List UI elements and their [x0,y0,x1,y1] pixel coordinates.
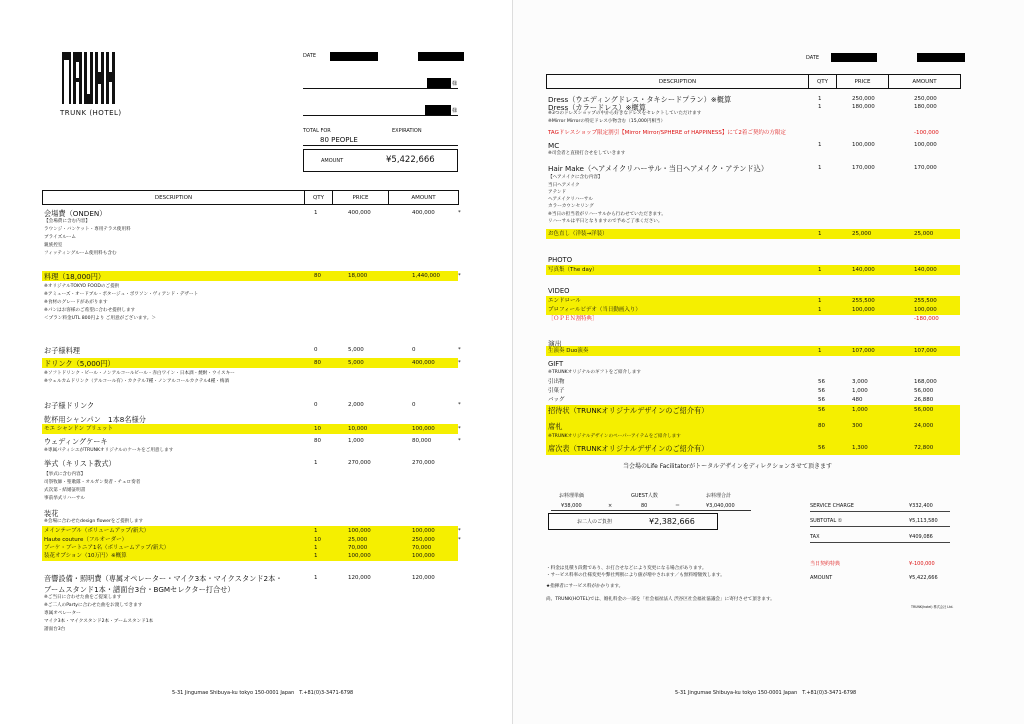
row-price: 140,000 [852,267,875,273]
row-description: 装花オプション（10万円）※概算 [44,553,127,559]
summary-value: ¥332,400 [909,503,933,509]
row-qty: 1 [314,528,318,534]
row-description: 料理（18,000円） [44,272,106,281]
table-row [42,573,458,583]
table-row [546,443,960,455]
row-amount: 100,000 [914,142,937,148]
date-label-right: DATE [806,55,820,61]
row-price: 1,000 [348,438,364,444]
row-price: 1,300 [852,445,868,451]
venue-note: 【会場費に含む内容】 [44,219,90,224]
row-price: 3,000 [852,379,868,385]
row-amount: 400,000 [412,360,435,366]
header-description: DESCRIPTION [547,75,809,89]
calc-value: 80 [641,503,648,509]
row-qty: 0 [314,402,318,408]
row-price: 255,500 [852,298,875,304]
row-qty: 1 [818,142,822,148]
row-qty: 80 [314,360,321,366]
brand-name: TRUNK (HOTEL) [60,109,122,117]
summary-divider [810,511,950,512]
row-marker: * [458,360,461,366]
row-price: 1,000 [852,388,868,394]
row-price: 100,000 [852,142,875,148]
kanpai-title: 乾杯用シャンパン 1本8名様分 [44,415,146,424]
row-description: お色直し（洋装→洋装） [548,231,608,237]
row-price: 270,000 [348,460,371,466]
header-price: PRICE [333,191,389,205]
header-amount: AMOUNT [889,75,961,89]
gift-note: ※TRUNKオリジナルのギフトをご紹介します [548,370,641,375]
table-row [42,208,461,218]
header-price: PRICE [837,75,889,89]
row-amount: 140,000 [914,267,937,273]
row-description: 写真集（The day） [548,267,598,273]
calc-label: GUEST人数 [631,493,658,499]
row-description: エンドロール [548,298,581,304]
table-row [42,271,461,281]
estimate-page-right [512,0,1024,724]
table-row [546,163,960,173]
row-amount: 100,000 [914,307,937,313]
sound-note: マイク3本・マイクスタンド2本・ブームスタンド1本 [44,619,154,624]
food-note: ※アミューズ・オードブル・ポタージュ・ポワソン・ヴィアンド・デザート [44,292,199,297]
row-amount: 170,000 [914,165,937,171]
row-amount: 56,000 [914,388,934,394]
row-description: Dress（カラードレス）※概算 [548,103,646,112]
summary-value: ¥-100,000 [909,561,935,567]
row-amount: 1,440,000 [412,273,440,279]
row-amount: 250,000 [412,537,435,543]
bottom-note: ・料金は見積り段階であり、お打合せなどにより変更になる場合があります。 [546,566,707,571]
row-amount: 56,000 [914,407,934,413]
row-description: TAGドレスショップ限定割引【Mirror Mirror/SPHERE of HAPPINESS】にて2着ご契約の方限定 [548,130,786,136]
header-amount: AMOUNT [389,191,459,205]
redacted-date [330,52,378,61]
row-description: ドリンク（5,000円） [44,359,115,368]
row-description: 引菓子 [548,388,565,394]
summary-value: ¥409,086 [909,534,933,540]
summary-divider [810,526,950,527]
hair-note: 【ヘアメイクに含む内容】 [548,175,603,180]
venue-note: ラウンジ・バンケット・専用テラス使用料 [44,227,131,232]
row-marker: * [458,273,461,279]
row-amount: 180,000 [914,104,937,110]
amount-box [303,149,458,172]
table-row [546,265,960,275]
row-description: Hair Make（ヘアメイクリハーサル・当日ヘアメイク・アテンド込） [548,164,769,173]
row-amount: 120,000 [412,575,435,581]
redacted-date-2 [418,52,464,61]
row-description: 引出物 [548,379,565,385]
row-price: 1,000 [852,407,868,413]
row-description: プロフィールビデオ（当日動画入り） [548,307,641,313]
row-qty: 1 [818,165,822,171]
row-qty: 56 [818,445,825,451]
bottom-note: ★指揮者にサービス料がかかります。 [546,584,624,589]
per-person-label: お二人のご負担 [577,519,613,525]
row-price: 25,000 [852,231,872,237]
gift-title: GIFT [548,360,564,368]
row-marker: * [458,537,461,543]
row-price: 480 [852,397,863,403]
ceremony-note: 司祭牧師・聖歌隊・オルガン奏者・チェロ奏者 [44,480,141,485]
header-qty: QTY [305,191,333,205]
redacted-date-right [831,53,877,62]
row-qty: 80 [314,273,321,279]
row-description: ［ＯＰＥＮ割特典］ [548,316,598,322]
sound-title-cont: ブームスタンド1本・譜面台3台・BGMセレクター打合せ） [44,585,235,594]
calc-value: × [608,503,613,509]
row-price: 18,000 [348,273,368,279]
row-amount: 270,000 [412,460,435,466]
row-amount: 168,000 [914,379,937,385]
flower-title: 装花 [44,509,59,518]
row-description: 招待状（TRUNKオリジナルデザインのご紹介有） [548,406,709,415]
row-amount: 107,000 [914,348,937,354]
table-row [42,458,458,468]
table-row [546,229,960,239]
row-qty: 1 [818,348,822,354]
row-amount: 0 [412,402,416,408]
items-header-right [546,74,961,89]
venue-note: ブライズルーム [44,235,76,240]
row-price: 400,000 [348,210,371,216]
row-qty: 56 [818,407,825,413]
row-qty: 10 [314,426,321,432]
table-row [546,346,960,356]
row-amount: 0 [412,347,416,353]
photo-title: PHOTO [548,256,573,264]
dress-note: ※Mirror Mirrorの特定ドレス小物含む（15,000円相当） [548,119,666,124]
summary-label: AMOUNT [810,575,833,581]
row-price: 100,000 [348,528,371,534]
flower-note: ※会場に合わせたdesign flowerをご提供します [44,519,144,524]
row-qty: 1 [314,553,318,559]
trunk-logo-icon [62,52,118,104]
row-price: 2,000 [348,402,364,408]
sound-note: 専属オペレーター [44,611,81,616]
sound-note: ※ご二人のPartyに合わせた曲をお渡しできます [44,603,143,608]
summary-label: SUBTOTAL ① [810,518,843,524]
table-row [546,405,960,421]
dress-note: ※3つのドレスショップの中から好きなドレスをセレクトしていただけます [548,111,702,116]
hair-note: アテンド [548,190,567,195]
row-qty: 1 [818,231,822,237]
ceremony-note: 【挙式に含む内容】 [44,472,86,477]
food-note: ※オリジナルTOKYO FOODのご提供 [44,284,120,289]
header-qty: QTY [809,75,837,89]
row-amount: 250,000 [914,96,937,102]
trunk-note: 尚、TRUNK(HOTEL)では、婚礼料金の一部を「社会福祉法人 渋谷区社会福祉協議会」に寄付させて頂きます。 [546,597,775,602]
row-description: お子様料理 [44,346,80,355]
summary-divider [810,542,950,543]
row-qty: 10 [314,537,321,543]
mc-note: ※司会者と直接打合せをしていきます [548,151,626,156]
calc-label: お料理単価 [559,493,585,499]
bottom-note: ・サービス料率の仕様変更や弊社判断により値が増やされます／も無料増額致します。 [546,573,725,578]
row-price: 25,000 [348,537,368,543]
row-amount: 70,000 [412,545,432,551]
footer-address: 5-31 Jingumae Shibuya-ku tokyo 150-0001 Japan T.+81(0)3-3471-6798 [172,690,354,696]
footer-address-right: 5-31 Jingumae Shibuya-ku tokyo 150-0001 Japan T.+81(0)3-3471-6798 [675,690,857,696]
row-qty: 1 [818,96,822,102]
row-qty: 1 [818,104,822,110]
drink-note: ※ウェルカムドリンク（アルコール有）・カクテル7種・ノンアルコールカクテル4種・梅酒 [44,379,230,384]
row-marker: * [458,210,461,216]
row-description: 挙式（キリスト教式） [44,459,116,468]
row-description: モエ シャンドン ブリュット [44,426,114,432]
ceremony-note: 式次第・結婚証明書 [44,488,86,493]
row-price: 100,000 [348,553,371,559]
row-price: 70,000 [348,545,368,551]
calc-value: ＝ [675,503,681,509]
honorific-2: 様 [452,108,458,114]
row-qty: 80 [314,438,321,444]
row-amount: 100,000 [412,553,435,559]
row-qty: 80 [818,423,825,429]
row-price: 180,000 [852,104,875,110]
venue-note: 親族控室 [44,243,63,248]
table-row [546,140,960,150]
row-amount: -180,000 [914,316,939,322]
row-description: お子様ドリンク [44,401,95,410]
row-description: 席札 [548,422,563,431]
total-for-label: TOTAL FOR [303,128,331,134]
amount-value: ¥5,422,666 [386,155,435,165]
food-note: ＜プラン料金UTL 800円より ご用意がございます。＞ [44,316,156,321]
row-price: 170,000 [852,165,875,171]
table-row [546,395,960,405]
row-qty: 1 [314,460,318,466]
table-row [42,551,458,561]
row-qty: 1 [818,267,822,273]
table-row [546,128,960,138]
row-description: Dress（ウエディングドレス・タキシードプラン）※概算 [548,95,732,104]
table-row [42,436,461,446]
row-marker: * [458,528,461,534]
table-row [42,358,461,368]
row-amount: 24,000 [914,423,934,429]
row-description: 生演奏 Duo演奏 [548,348,589,354]
calc-label: お料理合計 [706,493,732,499]
calc-value: ¥3,040,000 [706,503,735,509]
table-row [42,424,461,434]
row-amount: -100,000 [914,130,939,136]
row-qty: 56 [818,397,825,403]
row-qty: 0 [314,347,318,353]
table-row [42,345,461,355]
honorific: 様 [452,81,458,87]
row-qty: 1 [818,307,822,313]
row-amount: 100,000 [412,528,435,534]
row-qty: 1 [314,545,318,551]
sound-note: ※ご当日に合わせた曲をご提案します [44,595,122,600]
table-row [546,314,960,324]
summary-label: 当日契約特典 [810,561,841,567]
row-marker: * [458,426,461,432]
row-price: 5,000 [348,347,364,353]
row-description: Haute couture（フルオーダー） [44,537,128,543]
per-person-value: ¥2,382,666 [649,517,695,526]
ceremony-note: 事前挙式リハーサル [44,496,85,501]
hair-note: カラーカウンセリング [548,204,594,209]
row-price: 5,000 [348,360,364,366]
date-label: DATE [303,53,317,59]
row-description: バッグ [548,397,565,403]
ensyutsu-title: 演出 [548,340,562,348]
row-price: 300 [852,423,863,429]
row-description: 音響設備・照明費（専属オペレーター・マイク3本・マイクスタンド2本・ [44,574,283,583]
drink-note: ※ソフトドリンク・ビール・ノンアルコールビール・赤白ワイン・日本酒・焼酎・ウイスキー [44,371,235,376]
hair-note: 当日ヘアメイク [548,183,580,188]
summary-value: ¥5,113,580 [909,518,938,524]
row-amount: 100,000 [412,426,435,432]
row-price: 10,000 [348,426,368,432]
table-row [42,400,461,410]
row-amount: 25,000 [914,231,934,237]
seki-note: ※TRUNKオリジナルデザインのペーパーアイテムをご紹介します [548,434,681,439]
total-for-value: 80 PEOPLE [320,136,358,144]
food-note: ※パンはお客様のご希望に合わせ提供します [44,308,136,313]
hair-note: リハーサルは平日となりますので予めご了承ください。 [548,219,663,224]
calc-value: ¥38,000 [561,503,582,509]
items-header [42,190,459,205]
row-qty: 1 [314,575,318,581]
row-price: 107,000 [852,348,875,354]
row-marker: * [458,402,461,408]
row-description: メインテーブル（ボリュームアップ/新大） [44,528,150,534]
redacted-name-2 [425,105,451,115]
amount-label: AMOUNT [321,158,344,164]
redacted-name-1 [427,78,451,88]
row-marker: * [458,438,461,444]
row-qty: 1 [818,298,822,304]
row-description: 席次表（TRUNKオリジナルデザインのご紹介有） [548,444,709,453]
cake-note: ※専属パティシエがTRUNKオリジナルのケーキをご用意します [44,448,174,453]
per-person-box [548,513,718,530]
hair-note: ヘアメイクリハーサル [548,197,593,202]
expiration-label: EXPIRATION [392,128,422,134]
row-price: 120,000 [348,575,371,581]
row-amount: 26,880 [914,397,934,403]
row-amount: 72,800 [914,445,934,451]
facilitator-note: 当会場のLife Facilitatorがトータルデザインをディレクションさせて頂きます [623,463,832,470]
row-price: 250,000 [852,96,875,102]
validity-note: TRUNK(hotel) 株式会社 Ltd. [911,605,954,609]
video-title: VIDEO [548,287,570,295]
row-qty: 1 [314,210,318,216]
row-qty: 56 [818,388,825,394]
summary-value: ¥5,422,666 [909,575,938,581]
redacted-date-right-2 [917,53,965,62]
venue-note: フィッティングルーム使用料も含む [44,251,117,256]
row-marker: * [458,347,461,353]
header-description: DESCRIPTION [43,191,305,205]
row-amount: 255,500 [914,298,937,304]
sound-note: 譜面台3台 [44,627,66,632]
hair-note: ※当日の担当者がリハーサルから行わせていただきます。 [548,212,666,217]
row-amount: 80,000 [412,438,432,444]
row-description: 会場費（ONDEN） [44,209,107,218]
row-description: ウェディングケーキ [44,437,108,446]
row-description: MC [548,141,560,150]
row-qty: 56 [818,379,825,385]
food-note: ※食材のグレードがあがります [44,300,108,305]
row-description: ブーケ・ブートニア1名（ボリュームアップ/新大） [44,545,170,551]
row-price: 100,000 [852,307,875,313]
summary-label: TAX [810,534,820,540]
summary-label: SERVICE CHARGE [810,503,854,509]
row-amount: 400,000 [412,210,435,216]
